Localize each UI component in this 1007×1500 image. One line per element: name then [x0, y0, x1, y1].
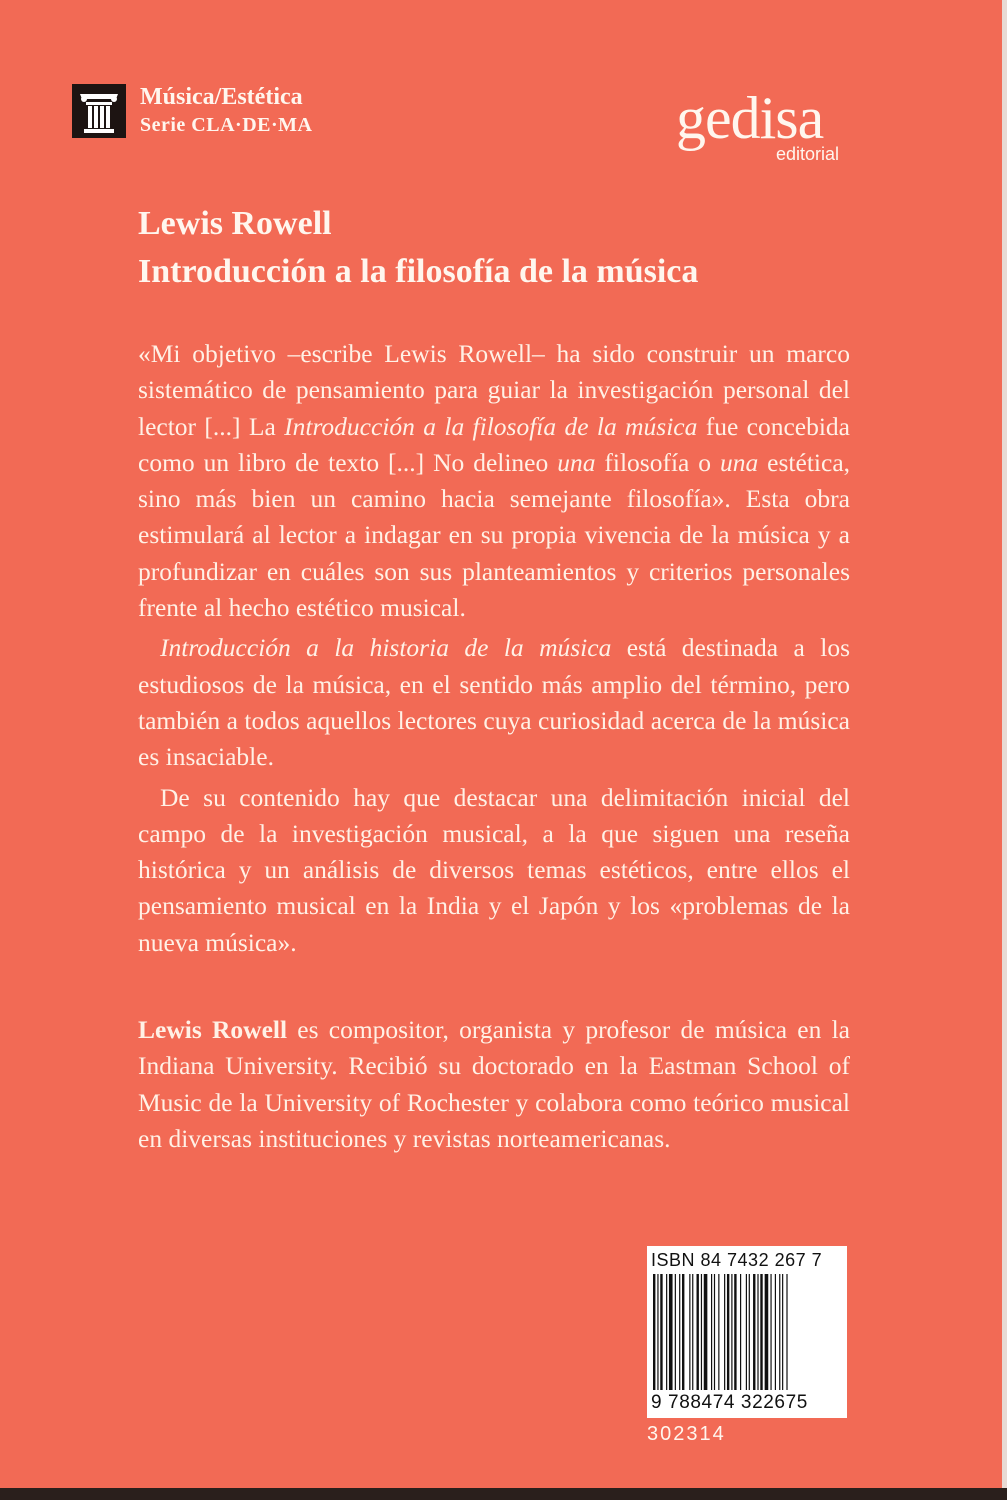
- author-name: Lewis Rowell: [138, 205, 332, 242]
- text-run: está destinada a los estudiosos de la música, en el sentido más amplio del término, pero también a todos aquellos lectores cuya curiosidad acerca de la música es insaciable.: [138, 633, 850, 772]
- blurb: [138, 336, 850, 961]
- ean-label: 9 788474 322675: [651, 1392, 808, 1413]
- italic-run: una: [720, 447, 759, 477]
- blurb-paragraph-2: [138, 630, 850, 775]
- bio-author-name: Lewis Rowell: [138, 1015, 288, 1044]
- publisher-logo: [676, 85, 856, 168]
- page-edge-bottom: [0, 1488, 1007, 1500]
- italic-run: Introducción a la historia de la música: [160, 633, 612, 663]
- blurb-paragraph-3: [138, 780, 850, 961]
- italic-run: una: [557, 447, 596, 477]
- catalog-code: 302314: [647, 1423, 726, 1445]
- series-logo: [72, 84, 126, 138]
- blurb-paragraph-1: [138, 336, 850, 626]
- text-run: filosofía o: [595, 447, 720, 477]
- text-run: «Mi objetivo –escribe Lewis Rowell– ha sido construir un marco sistemático de pensamiento para guiar la investigación personal del lector [...] La: [138, 339, 850, 441]
- title-block: [138, 200, 898, 296]
- text-run: fue concebida como un libro de texto [...] No delineo: [138, 411, 850, 477]
- page-edge-right: [1002, 0, 1007, 1488]
- publisher-name: gedisa: [676, 85, 824, 151]
- book-title: Introducción a la filosofía de la música: [138, 253, 699, 290]
- bio-text: es compositor, organista y profesor de música en la Indiana University. Recibió su doctorado en la Eastman School of Music de la University of Rochester y colabora como teórico musical en diversas instituciones y revistas norteamericanas.: [138, 1015, 850, 1153]
- text-run: De su contenido hay que destacar una delimitación inicial del campo de la investigación musical, a la que siguen una reseña histórica y un análisis de diversos temas estéticos, entre ellos el pensamiento musical en la India y el Japón y los «problemas de la nueva música».: [138, 782, 850, 957]
- series-subtitle: Serie CLA·DE·MA: [140, 114, 313, 136]
- italic-run: Introducción a la filosofía de la música: [284, 411, 698, 441]
- isbn-label: ISBN 84 7432 267 7: [651, 1250, 823, 1270]
- barcode-bars: [653, 1274, 841, 1390]
- series-header: [140, 82, 312, 138]
- series-name: Música/Estética: [140, 84, 303, 110]
- column-icon: [72, 84, 126, 138]
- publisher-sub: editorial: [776, 144, 840, 164]
- text-run: estética, sino más bien un camino hacia semejante filosofía». Esta obra estimulará al lector a indagar en su propia vivencia de la música y a profundizar en cuáles son sus planteamientos y criterios personales frente al hecho estético musical.: [138, 447, 851, 623]
- barcode: [647, 1246, 847, 1418]
- author-bio: [138, 1012, 850, 1157]
